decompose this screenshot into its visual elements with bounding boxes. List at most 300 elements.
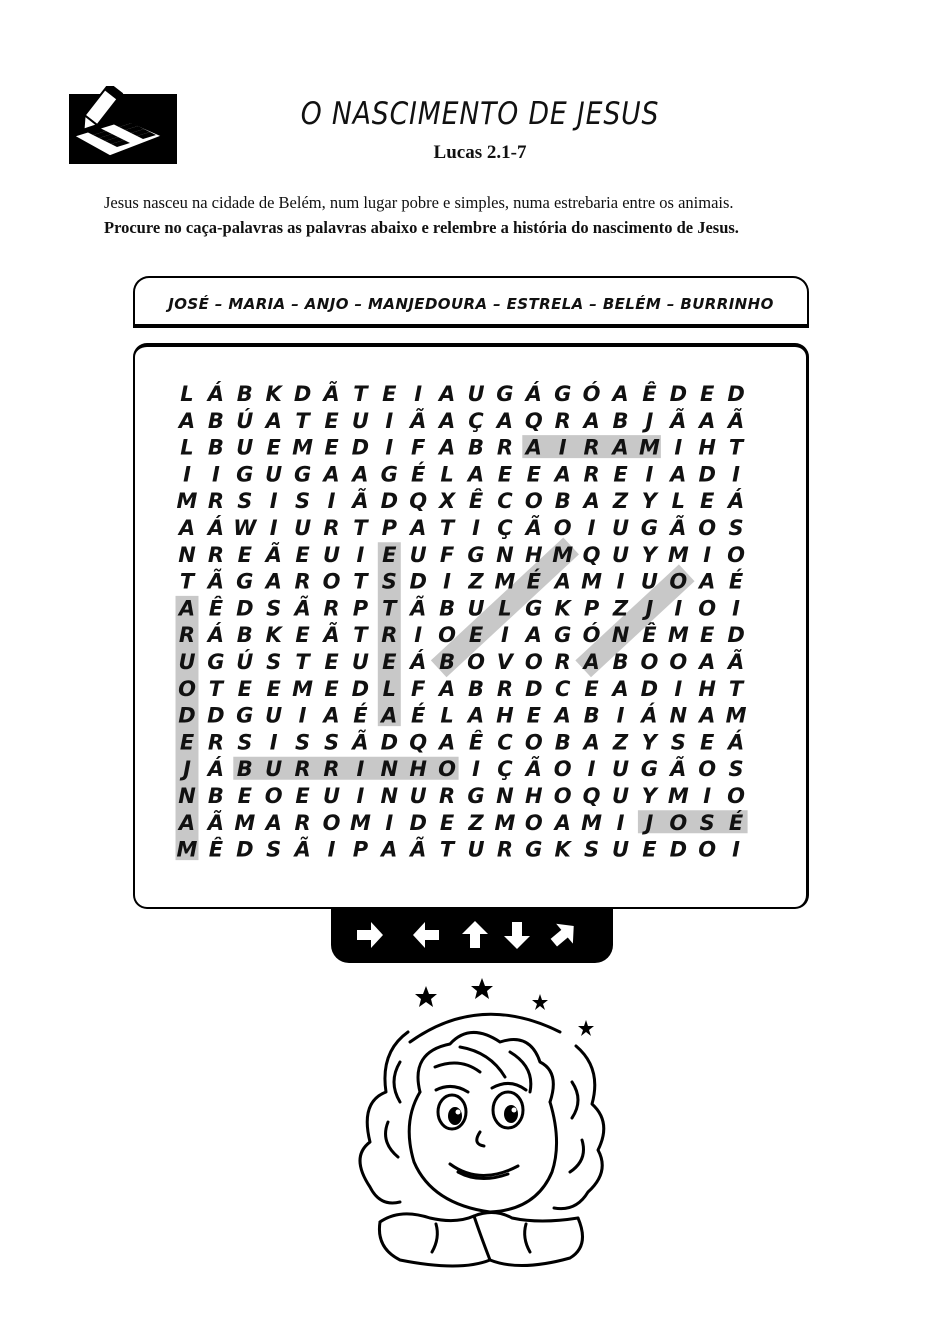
- grid-letter[interactable]: O: [322, 810, 341, 835]
- grid-letter[interactable]: Q: [524, 408, 543, 433]
- grid-letter[interactable]: I: [616, 703, 625, 728]
- grid-letter[interactable]: Ã: [410, 837, 427, 862]
- grid-letter[interactable]: R: [583, 435, 600, 460]
- grid-letter[interactable]: D: [727, 382, 745, 406]
- grid-letter[interactable]: I: [674, 676, 683, 701]
- grid-letter[interactable]: I: [472, 516, 480, 540]
- grid-letter[interactable]: E: [295, 542, 310, 567]
- grid-letter[interactable]: N: [496, 542, 514, 567]
- grid-letter[interactable]: A: [525, 435, 542, 460]
- grid-letter[interactable]: B: [439, 596, 456, 621]
- grid-letter[interactable]: M: [349, 810, 371, 835]
- grid-letter[interactable]: B: [467, 435, 485, 460]
- grid-letter[interactable]: P: [352, 837, 369, 862]
- grid-letter[interactable]: G: [236, 569, 254, 594]
- grid-letter[interactable]: N: [611, 623, 630, 648]
- grid-letter[interactable]: O: [438, 623, 457, 648]
- grid-letter[interactable]: T: [208, 676, 224, 701]
- grid-letter[interactable]: E: [324, 650, 339, 674]
- grid-letter[interactable]: M: [552, 542, 574, 567]
- grid-letter[interactable]: L: [440, 703, 454, 728]
- grid-letter[interactable]: Ã: [410, 408, 427, 433]
- grid-letter[interactable]: R: [323, 757, 340, 782]
- grid-letter[interactable]: O: [553, 757, 572, 782]
- grid-letter[interactable]: I: [732, 596, 741, 621]
- grid-letter[interactable]: S: [670, 730, 686, 755]
- grid-letter[interactable]: E: [324, 435, 339, 460]
- grid-letter[interactable]: R: [496, 435, 513, 460]
- grid-letter[interactable]: Ã: [525, 757, 542, 782]
- grid-letter[interactable]: C: [497, 489, 513, 514]
- grid-letter[interactable]: G: [467, 542, 485, 567]
- grid-letter[interactable]: D: [669, 837, 688, 862]
- grid-letter[interactable]: T: [353, 516, 368, 540]
- grid-letter[interactable]: D: [207, 703, 225, 728]
- grid-letter[interactable]: A: [410, 516, 427, 540]
- grid-letter[interactable]: N: [380, 784, 399, 808]
- grid-letter[interactable]: Z: [612, 489, 629, 514]
- grid-letter[interactable]: R: [496, 676, 513, 701]
- grid-letter[interactable]: S: [728, 757, 744, 782]
- grid-letter[interactable]: R: [496, 837, 513, 862]
- grid-letter[interactable]: Ã: [410, 596, 427, 621]
- grid-letter[interactable]: I: [587, 757, 596, 782]
- grid-letter[interactable]: E: [584, 676, 599, 701]
- grid-letter[interactable]: Á: [410, 650, 427, 674]
- grid-letter[interactable]: Z: [612, 596, 629, 621]
- grid-letter[interactable]: M: [638, 435, 660, 460]
- grid-letter[interactable]: Ê: [208, 837, 224, 862]
- grid-letter[interactable]: M: [292, 676, 314, 701]
- grid-letter[interactable]: I: [356, 542, 365, 567]
- grid-letter[interactable]: Ê: [208, 596, 224, 621]
- grid-letter[interactable]: U: [236, 435, 254, 460]
- grid-letter[interactable]: R: [294, 757, 311, 782]
- grid-letter[interactable]: B: [236, 757, 253, 782]
- grid-letter[interactable]: D: [236, 596, 254, 621]
- grid-letter[interactable]: R: [439, 784, 456, 808]
- grid-letter[interactable]: Ã: [670, 516, 687, 540]
- grid-letter[interactable]: U: [640, 569, 658, 594]
- grid-letter[interactable]: E: [324, 408, 339, 433]
- grid-letter[interactable]: J: [645, 596, 654, 621]
- grid-letter[interactable]: R: [583, 462, 600, 487]
- grid-letter[interactable]: G: [236, 462, 254, 487]
- grid-letter[interactable]: R: [381, 623, 398, 648]
- grid-letter[interactable]: T: [353, 382, 368, 406]
- grid-letter[interactable]: I: [703, 542, 712, 567]
- grid-letter[interactable]: F: [411, 435, 426, 460]
- grid-letter[interactable]: M: [667, 623, 689, 648]
- grid-letter[interactable]: O: [727, 542, 746, 567]
- grid-letter[interactable]: O: [178, 676, 196, 701]
- grid-letter[interactable]: D: [698, 462, 716, 487]
- grid-letter[interactable]: A: [612, 435, 629, 460]
- grid-letter[interactable]: Á: [525, 382, 542, 406]
- grid-letter[interactable]: P: [583, 596, 600, 621]
- grid-letter[interactable]: A: [323, 703, 340, 728]
- grid-letter[interactable]: U: [178, 650, 196, 674]
- grid-letter[interactable]: I: [385, 408, 394, 433]
- grid-letter[interactable]: Ã: [207, 810, 225, 835]
- grid-letter[interactable]: Ó: [582, 382, 601, 406]
- grid-letter[interactable]: R: [323, 596, 340, 621]
- grid-letter[interactable]: S: [266, 837, 282, 862]
- grid-letter[interactable]: I: [269, 489, 278, 514]
- grid-letter[interactable]: Ã: [670, 408, 687, 433]
- grid-letter[interactable]: Y: [641, 489, 658, 514]
- grid-letter[interactable]: L: [180, 435, 194, 460]
- grid-letter[interactable]: A: [612, 676, 629, 701]
- grid-letter[interactable]: E: [468, 623, 484, 648]
- grid-letter[interactable]: I: [558, 435, 567, 460]
- grid-letter[interactable]: O: [669, 650, 688, 674]
- grid-letter[interactable]: E: [179, 730, 195, 755]
- grid-letter[interactable]: Á: [641, 703, 658, 728]
- grid-letter[interactable]: U: [265, 703, 283, 728]
- grid-letter[interactable]: O: [698, 596, 717, 621]
- grid-letter[interactable]: Ê: [642, 382, 657, 406]
- grid-letter[interactable]: O: [698, 837, 717, 862]
- grid-letter[interactable]: S: [266, 650, 282, 674]
- grid-letter[interactable]: E: [237, 676, 252, 701]
- grid-letter[interactable]: Ã: [323, 382, 340, 406]
- grid-letter[interactable]: O: [524, 489, 543, 514]
- grid-letter[interactable]: I: [500, 623, 509, 648]
- grid-letter[interactable]: I: [472, 757, 480, 782]
- grid-letter[interactable]: R: [294, 810, 311, 835]
- grid-letter[interactable]: M: [667, 784, 689, 808]
- grid-letter[interactable]: A: [699, 650, 716, 674]
- grid-letter[interactable]: E: [382, 382, 397, 406]
- grid-letter[interactable]: M: [725, 703, 747, 728]
- grid-letter[interactable]: Y: [641, 730, 658, 755]
- grid-letter[interactable]: K: [554, 837, 571, 862]
- grid-letter[interactable]: U: [611, 784, 630, 808]
- grid-letter[interactable]: I: [587, 516, 596, 540]
- grid-letter[interactable]: E: [642, 837, 657, 862]
- grid-letter[interactable]: T: [728, 435, 744, 460]
- grid-letter[interactable]: P: [352, 596, 369, 621]
- grid-letter[interactable]: Y: [641, 784, 658, 808]
- grid-letter[interactable]: O: [524, 730, 543, 755]
- grid-letter[interactable]: A: [178, 408, 196, 433]
- grid-letter[interactable]: N: [669, 703, 688, 728]
- grid-letter[interactable]: Ç: [497, 516, 513, 540]
- grid-letter[interactable]: S: [266, 596, 282, 621]
- grid-letter[interactable]: G: [293, 462, 312, 487]
- grid-letter[interactable]: M: [494, 569, 516, 594]
- grid-letter[interactable]: A: [352, 462, 369, 487]
- grid-letter[interactable]: B: [554, 730, 571, 755]
- grid-letter[interactable]: A: [323, 462, 340, 487]
- grid-letter[interactable]: Á: [207, 623, 225, 648]
- grid-letter[interactable]: R: [554, 650, 571, 674]
- grid-letter[interactable]: D: [380, 730, 399, 755]
- grid-letter[interactable]: Ã: [727, 650, 745, 674]
- grid-letter[interactable]: I: [732, 837, 741, 862]
- grid-letter[interactable]: A: [381, 837, 398, 862]
- grid-letter[interactable]: Ã: [352, 489, 369, 514]
- grid-letter[interactable]: F: [411, 676, 426, 701]
- grid-letter[interactable]: U: [294, 516, 312, 540]
- grid-letter[interactable]: S: [237, 489, 253, 514]
- grid-letter[interactable]: Y: [641, 542, 658, 567]
- grid-letter[interactable]: M: [176, 489, 198, 514]
- grid-letter[interactable]: E: [613, 462, 628, 487]
- grid-letter[interactable]: G: [554, 623, 572, 648]
- grid-letter[interactable]: R: [207, 730, 224, 755]
- grid-letter[interactable]: A: [178, 810, 196, 835]
- grid-letter[interactable]: G: [467, 784, 485, 808]
- grid-letter[interactable]: Z: [612, 730, 629, 755]
- grid-letter[interactable]: K: [265, 382, 282, 406]
- grid-letter[interactable]: E: [439, 810, 455, 835]
- grid-letter[interactable]: S: [728, 516, 744, 540]
- grid-letter[interactable]: I: [327, 489, 336, 514]
- grid-letter[interactable]: A: [178, 516, 196, 540]
- grid-letter[interactable]: I: [674, 435, 683, 460]
- grid-letter[interactable]: S: [381, 569, 397, 594]
- grid-letter[interactable]: I: [645, 462, 654, 487]
- grid-letter[interactable]: O: [264, 784, 283, 808]
- grid-letter[interactable]: G: [554, 382, 572, 406]
- grid-letter[interactable]: G: [525, 837, 543, 862]
- grid-letter[interactable]: O: [322, 569, 341, 594]
- grid-letter[interactable]: J: [183, 757, 191, 782]
- grid-letter[interactable]: Ó: [582, 623, 601, 648]
- grid-letter[interactable]: D: [525, 676, 543, 701]
- grid-letter[interactable]: A: [554, 810, 571, 835]
- grid-letter[interactable]: U: [409, 784, 427, 808]
- grid-letter[interactable]: Ê: [642, 623, 657, 648]
- grid-letter[interactable]: H: [698, 435, 716, 460]
- grid-letter[interactable]: R: [207, 542, 224, 567]
- grid-letter[interactable]: A: [438, 435, 456, 460]
- grid-letter[interactable]: A: [496, 408, 514, 433]
- grid-letter[interactable]: I: [327, 837, 336, 862]
- grid-letter[interactable]: A: [670, 462, 687, 487]
- grid-letter[interactable]: O: [467, 650, 485, 674]
- grid-letter[interactable]: U: [351, 408, 369, 433]
- grid-letter[interactable]: T: [439, 516, 455, 540]
- grid-letter[interactable]: H: [698, 676, 716, 701]
- grid-letter[interactable]: U: [611, 542, 630, 567]
- grid-letter[interactable]: A: [265, 810, 282, 835]
- grid-letter[interactable]: N: [380, 757, 399, 782]
- grid-letter[interactable]: Ã: [265, 542, 282, 567]
- grid-letter[interactable]: I: [298, 703, 307, 728]
- grid-letter[interactable]: B: [612, 650, 629, 674]
- grid-letter[interactable]: É: [411, 703, 426, 728]
- grid-letter[interactable]: I: [356, 784, 365, 808]
- grid-letter[interactable]: E: [700, 382, 715, 406]
- grid-letter[interactable]: T: [382, 596, 397, 621]
- grid-letter[interactable]: I: [674, 596, 683, 621]
- grid-letter[interactable]: N: [496, 784, 514, 808]
- grid-letter[interactable]: R: [554, 408, 571, 433]
- grid-letter[interactable]: U: [467, 596, 485, 621]
- grid-letter[interactable]: H: [496, 703, 514, 728]
- grid-letter[interactable]: Ã: [294, 837, 311, 862]
- grid-letter[interactable]: E: [700, 489, 715, 514]
- grid-letter[interactable]: S: [699, 810, 715, 835]
- grid-letter[interactable]: A: [583, 730, 600, 755]
- grid-letter[interactable]: D: [293, 382, 312, 406]
- grid-letter[interactable]: F: [439, 542, 455, 567]
- grid-letter[interactable]: G: [640, 757, 659, 782]
- grid-letter[interactable]: E: [324, 676, 339, 701]
- grid-letter[interactable]: D: [351, 676, 370, 701]
- grid-letter[interactable]: A: [699, 408, 716, 433]
- grid-letter[interactable]: E: [266, 676, 281, 701]
- grid-letter[interactable]: É: [411, 462, 426, 487]
- grid-letter[interactable]: L: [671, 489, 685, 514]
- grid-letter[interactable]: Ç: [468, 408, 484, 433]
- grid-letter[interactable]: L: [440, 462, 454, 487]
- grid-letter[interactable]: E: [526, 462, 541, 487]
- grid-letter[interactable]: M: [667, 542, 689, 567]
- grid-letter[interactable]: I: [616, 569, 625, 594]
- grid-letter[interactable]: B: [207, 784, 224, 808]
- grid-letter[interactable]: Q: [582, 784, 601, 808]
- grid-letter[interactable]: I: [414, 623, 423, 648]
- grid-letter[interactable]: Ã: [207, 569, 225, 594]
- grid-letter[interactable]: C: [554, 676, 571, 701]
- grid-letter[interactable]: O: [640, 650, 659, 674]
- grid-letter[interactable]: Ã: [525, 516, 542, 540]
- grid-letter[interactable]: N: [178, 542, 196, 567]
- grid-letter[interactable]: B: [583, 703, 600, 728]
- grid-letter[interactable]: Ç: [497, 757, 513, 782]
- grid-letter[interactable]: Á: [727, 730, 745, 755]
- grid-letter[interactable]: S: [237, 730, 253, 755]
- grid-letter[interactable]: U: [611, 757, 630, 782]
- grid-letter[interactable]: U: [611, 516, 630, 540]
- grid-letter[interactable]: U: [467, 382, 485, 406]
- grid-letter[interactable]: E: [382, 650, 397, 674]
- grid-letter[interactable]: M: [292, 435, 314, 460]
- grid-letter[interactable]: D: [669, 382, 688, 406]
- grid-letter[interactable]: G: [496, 382, 514, 406]
- grid-letter[interactable]: R: [294, 569, 311, 594]
- grid-letter[interactable]: O: [553, 784, 572, 808]
- grid-letter[interactable]: B: [236, 623, 253, 648]
- grid-letter[interactable]: G: [380, 462, 398, 487]
- grid-letter[interactable]: D: [236, 837, 254, 862]
- grid-letter[interactable]: E: [526, 703, 541, 728]
- grid-letter[interactable]: Ã: [352, 730, 369, 755]
- grid-letter[interactable]: O: [698, 516, 717, 540]
- grid-letter[interactable]: T: [353, 569, 368, 594]
- grid-letter[interactable]: E: [295, 623, 310, 648]
- grid-letter[interactable]: H: [409, 757, 427, 782]
- grid-letter[interactable]: Z: [468, 569, 484, 594]
- grid-letter[interactable]: É: [728, 810, 744, 835]
- grid-letter[interactable]: O: [698, 757, 717, 782]
- grid-letter[interactable]: E: [266, 435, 281, 460]
- grid-letter[interactable]: B: [207, 435, 224, 460]
- grid-letter[interactable]: M: [176, 837, 198, 862]
- grid-letter[interactable]: O: [524, 650, 543, 674]
- grid-letter[interactable]: I: [732, 462, 741, 487]
- grid-letter[interactable]: H: [525, 542, 543, 567]
- grid-letter[interactable]: I: [616, 810, 625, 835]
- grid-letter[interactable]: Á: [727, 489, 745, 514]
- grid-letter[interactable]: C: [497, 730, 513, 755]
- grid-letter[interactable]: A: [612, 382, 629, 406]
- grid-letter[interactable]: Ê: [468, 730, 484, 755]
- grid-letter[interactable]: M: [494, 810, 516, 835]
- grid-letter[interactable]: A: [265, 569, 282, 594]
- grid-letter[interactable]: U: [265, 462, 283, 487]
- grid-letter[interactable]: U: [409, 542, 427, 567]
- grid-letter[interactable]: D: [640, 676, 659, 701]
- grid-letter[interactable]: E: [700, 730, 715, 755]
- grid-letter[interactable]: D: [351, 435, 370, 460]
- grid-letter[interactable]: D: [178, 703, 196, 728]
- grid-letter[interactable]: V: [496, 650, 514, 674]
- grid-letter[interactable]: A: [699, 703, 716, 728]
- grid-letter[interactable]: A: [583, 489, 600, 514]
- grid-letter[interactable]: T: [728, 676, 744, 701]
- grid-letter[interactable]: E: [295, 784, 310, 808]
- grid-letter[interactable]: J: [645, 408, 654, 433]
- grid-letter[interactable]: A: [583, 408, 600, 433]
- grid-letter[interactable]: B: [612, 408, 629, 433]
- grid-letter[interactable]: K: [265, 623, 282, 648]
- grid-letter[interactable]: S: [295, 489, 311, 514]
- grid-letter[interactable]: I: [443, 569, 452, 594]
- grid-letter[interactable]: É: [526, 569, 541, 594]
- grid-letter[interactable]: E: [382, 542, 397, 567]
- grid-letter[interactable]: T: [439, 837, 455, 862]
- grid-letter[interactable]: H: [525, 784, 543, 808]
- grid-letter[interactable]: X: [438, 489, 456, 514]
- grid-letter[interactable]: S: [295, 730, 311, 755]
- grid-letter[interactable]: D: [727, 623, 745, 648]
- grid-letter[interactable]: Á: [207, 516, 225, 540]
- grid-letter[interactable]: I: [385, 810, 394, 835]
- grid-letter[interactable]: A: [583, 650, 600, 674]
- grid-letter[interactable]: A: [554, 569, 571, 594]
- grid-letter[interactable]: Q: [409, 730, 428, 755]
- grid-letter[interactable]: B: [207, 408, 224, 433]
- grid-letter[interactable]: A: [525, 623, 542, 648]
- grid-letter[interactable]: A: [438, 382, 456, 406]
- grid-letter[interactable]: Q: [582, 542, 601, 567]
- grid-letter[interactable]: Ã: [323, 623, 340, 648]
- grid-letter[interactable]: L: [498, 596, 512, 621]
- grid-letter[interactable]: M: [581, 569, 603, 594]
- grid-letter[interactable]: D: [409, 810, 427, 835]
- grid-letter[interactable]: I: [269, 730, 278, 755]
- grid-letter[interactable]: E: [237, 784, 252, 808]
- grid-letter[interactable]: É: [353, 703, 368, 728]
- grid-letter[interactable]: P: [381, 516, 398, 540]
- grid-letter[interactable]: T: [179, 569, 195, 594]
- grid-letter[interactable]: B: [554, 489, 571, 514]
- grid-letter[interactable]: Z: [468, 810, 484, 835]
- grid-letter[interactable]: A: [178, 596, 196, 621]
- grid-letter[interactable]: I: [356, 757, 365, 782]
- grid-letter[interactable]: B: [467, 676, 485, 701]
- grid-letter[interactable]: G: [207, 650, 225, 674]
- grid-letter[interactable]: A: [438, 408, 456, 433]
- grid-letter[interactable]: A: [265, 408, 282, 433]
- grid-letter[interactable]: B: [439, 650, 456, 674]
- grid-letter[interactable]: A: [438, 730, 456, 755]
